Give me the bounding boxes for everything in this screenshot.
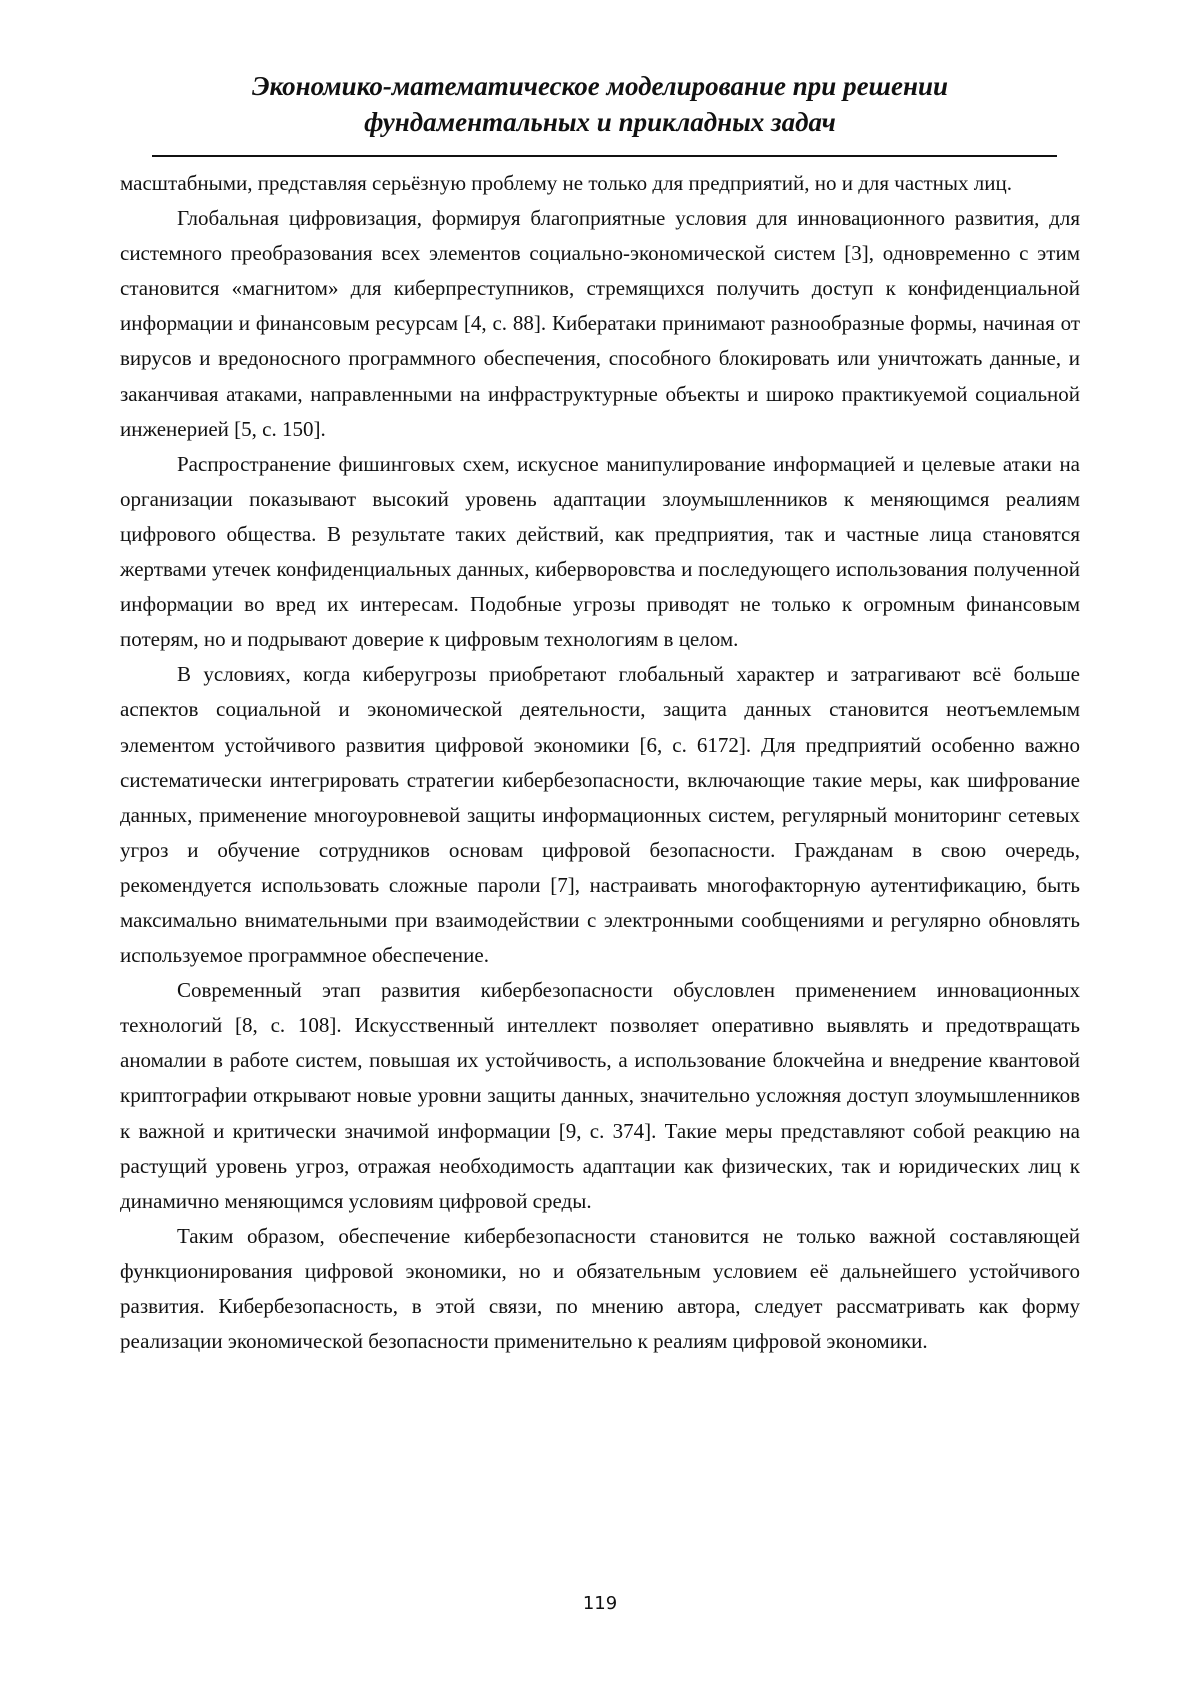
paragraph-digitalization: Глобальная цифровизация, формируя благоприятные условия для инновационного развития, для системного преобразования всех элементов социально-экономической систем [3], одновременно с этим становится «магнитом» для киберпреступников, стремящихся получить доступ к конфиденциальной информации и финансовым ресурсам [4, с. 88]. Кибератаки принимают разнообразные формы, начиная от вирусов и вредоносного программного обеспечения, способного блокировать или уничтожать данные, и заканчивая атаками, направленными на инфраструктурные объекты и широко практикуемой социальной инженерией [5, с. 150]. (120, 201, 1080, 447)
paragraph-continuation: масштабными, представляя серьёзную проблему не только для предприятий, но и для частных лиц. (120, 166, 1080, 201)
paragraph-technologies: Современный этап развития кибербезопасности обусловлен применением инновационных технологий [8, с. 108]. Искусственный интеллект позволяет оперативно выявлять и предотвращать аномалии в работе систем, повышая их устойчивость, а использование блокчейна и внедрение квантовой криптографии открывают новые уровни защиты данных, значительно усложняя доступ злоумышленников к важной и критически значимой информации [9, с. 374]. Такие меры представляют собой реакцию на растущий уровень угроз, отражая необходимость адаптации как физических, так и юридических лиц к динамично меняющимся условиям цифровой среды. (120, 973, 1080, 1219)
running-header-line-2: фундаментальных и прикладных задач (120, 104, 1080, 140)
paragraph-data-protection: В условиях, когда киберугрозы приобретают глобальный характер и затрагивают всё больше аспектов социальной и экономической деятельности, защита данных становится неотъемлемым элементом устойчивого развития цифровой экономики [6, с. 6172]. Для предприятий особенно важно систематически интегрировать стратегии кибербезопасности, включающие такие меры, как шифрование данных, применение многоуровневой защиты информационных систем, регулярный мониторинг сетевых угроз и обучение сотрудников основам цифровой безопасности. Гражданам в свою очередь, рекомендуется использовать сложные пароли [7], настраивать многофакторную аутентификацию, быть максимально внимательными при взаимодействии с электронными сообщениями и регулярно обновлять используемое программное обеспечение. (120, 657, 1080, 973)
paragraph-conclusion: Таким образом, обеспечение кибербезопасности становится не только важной составляющей функционирования цифровой экономики, но и обязательным условием её дальнейшего устойчивого развития. Кибербезопасность, в этой связи, по мнению автора, следует рассматривать как форму реализации экономической безопасности применительно к реалиям цифровой экономики. (120, 1219, 1080, 1359)
page-number: 119 (0, 1592, 1200, 1616)
running-header (120, 68, 1080, 140)
document-page (0, 0, 1200, 1697)
article-body (120, 166, 1080, 1359)
header-divider (152, 155, 1057, 157)
running-header-line-1: Экономико-математическое моделирование при решении (120, 68, 1080, 104)
paragraph-phishing: Распространение фишинговых схем, искусное манипулирование информацией и целевые атаки на организации показывают высокий уровень адаптации злоумышленников к меняющимся реалиям цифрового общества. В результате таких действий, как предприятия, так и частные лица становятся жертвами утечек конфиденциальных данных, киберворовства и последующего использования полученной информации во вред их интересам. Подобные угрозы приводят не только к огромным финансовым потерям, но и подрывают доверие к цифровым технологиям в целом. (120, 447, 1080, 658)
